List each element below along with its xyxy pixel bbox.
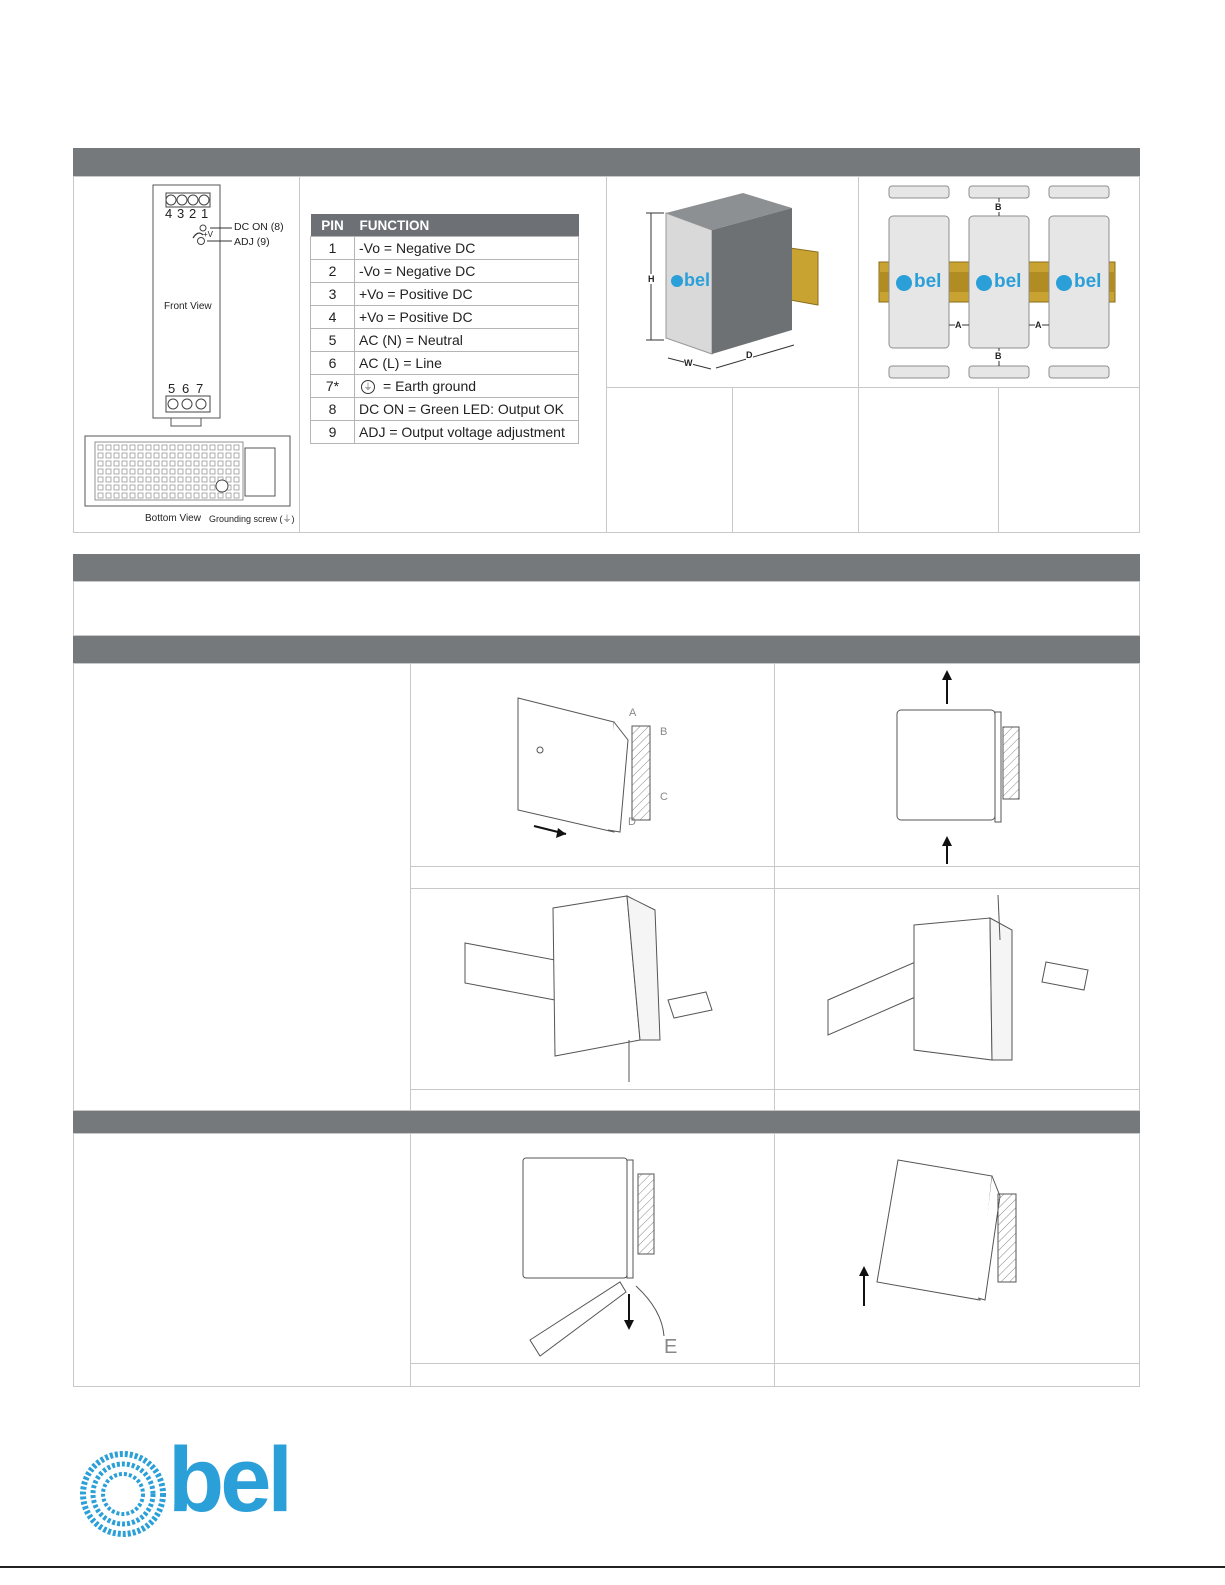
front-view-label: Front View	[164, 301, 212, 312]
plus-v-label: +V	[203, 230, 214, 239]
table-row: 6 AC (L) = Line	[311, 352, 579, 375]
pin-label-7: 7	[196, 381, 204, 396]
dc-on-label: DC ON (8)	[234, 221, 284, 233]
spacing-b-top-label: B	[995, 202, 1002, 212]
mount-letter-c: C	[660, 791, 668, 803]
mount-letter-b: B	[660, 726, 668, 738]
spacing-b-bottom-label: B	[995, 351, 1002, 361]
unit-brand-label-1: bel	[914, 271, 942, 292]
unit-brand-label-2: bel	[994, 271, 1022, 292]
function-header: FUNCTION	[355, 214, 579, 237]
bel-logo-text: bel	[168, 1429, 289, 1531]
pin-label-5: 5	[168, 381, 176, 396]
footer-rule	[0, 1566, 1225, 1568]
table-row: 4 +Vo = Positive DC	[311, 306, 579, 329]
adj-label: ADJ (9)	[234, 236, 270, 248]
table-row: 9 ADJ = Output voltage adjustment	[311, 421, 579, 444]
grounding-screw-label: Grounding screw (⏚)	[209, 514, 295, 524]
bottom-view-label: Bottom View	[145, 513, 201, 524]
mount-letter-d: D	[628, 816, 636, 828]
unit-brand-label-3: bel	[1074, 271, 1102, 292]
dimension-d-label: D	[746, 350, 753, 360]
front-brand-label: bel	[684, 270, 711, 290]
pin-label-6: 6	[182, 381, 190, 396]
pin-label-2: 2	[189, 206, 197, 221]
earth-ground-icon: ⏚	[361, 380, 375, 394]
table-row: 3 +Vo = Positive DC	[311, 283, 579, 306]
pin-header: PIN	[311, 214, 355, 237]
spacing-a-left-label: A	[955, 320, 962, 330]
table-row: 5 AC (N) = Neutral	[311, 329, 579, 352]
dimension-h-label: H	[648, 274, 655, 284]
pin-label-3: 3	[177, 206, 185, 221]
mount-letter-e: E	[664, 1336, 678, 1358]
table-row: 7* ⏚ = Earth ground	[311, 375, 579, 398]
table-row: 1 -Vo = Negative DC	[311, 237, 579, 260]
table-row: 8 DC ON = Green LED: Output OK	[311, 398, 579, 421]
pin-label-1: 1	[201, 206, 209, 221]
spacing-a-right-label: A	[1035, 320, 1042, 330]
dimension-w-label: W	[684, 358, 693, 368]
table-row: 2 -Vo = Negative DC	[311, 260, 579, 283]
mount-letter-a: A	[629, 707, 637, 719]
pin-label-4: 4	[165, 206, 173, 221]
